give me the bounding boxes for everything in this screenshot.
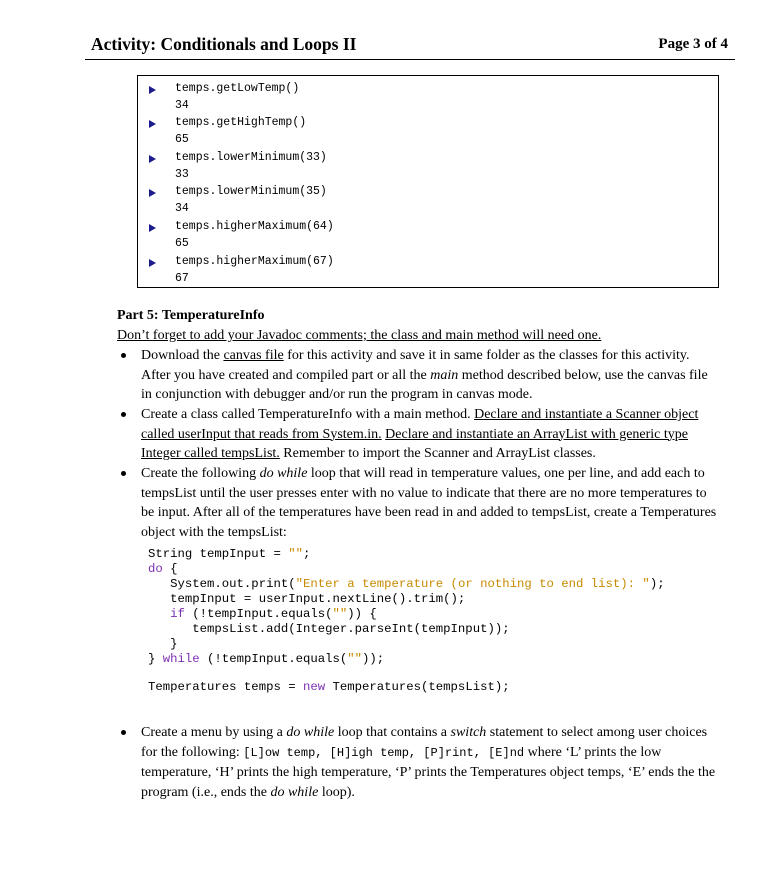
instruction-create-class: Create a class called TemperatureInfo with a main method. Declare and instantiate a Scanner object called userInput that reads from System.in. Declare and instantiate an ArrayList with generic type Integer called tempsList. Remember to import the Scanner and ArrayList classes. [141,407,699,461]
code-snippet: String tempInput = ""; do { System.out.print("Enter a temperature (or nothing to end list): "); tempInput = userInput.nextLine().trim(); if (!tempInput.equals("")) { tempsList.add(Integer.parseInt(tempInput)); } } while (!tempInput.equals("")); [148,547,665,666]
console-command: temps.lowerMinimum(33) [175,151,327,164]
prompt-arrow-icon [149,120,156,128]
console-result: 65 [175,237,189,250]
header-divider [85,59,735,60]
console-command: temps.higherMaximum(64) [175,220,334,233]
instruction-download: Download the canvas file for this activity and save it in same folder as the classes for this activity. After you have created and compiled part or all the main method described below, use the canvas file in conjunction with debugger and/or run the program in canvas mode. [141,348,708,402]
console-result: 67 [175,272,189,285]
console-command: temps.getHighTemp() [175,116,307,129]
console-command: temps.higherMaximum(67) [175,255,334,268]
canvas-file-link[interactable]: canvas file [223,348,284,363]
console-result: 65 [175,133,189,146]
code-snippet-temps: Temperatures temps = new Temperatures(tempsList); [148,680,510,694]
bullet-dot [121,471,126,476]
instruction-menu: Create a menu by using a do while loop that contains a switch statement to select among user choices for the following: [L]ow temp, [H]igh temp, [P]rint, [E]nd where ‘L’ prints the low temperature, ‘H’ prints the high temperature, ‘P’ prints the Temperatures object temps, ‘E’ ends the the program (i.e., ends the do while loop). [141,725,716,800]
page-title: Activity: Conditionals and Loops II [91,34,357,54]
prompt-arrow-icon [149,155,156,163]
console-result: 34 [175,202,189,215]
prompt-arrow-icon [149,259,156,267]
page-header [85,32,735,58]
prompt-arrow-icon [149,86,156,94]
section-heading: Part 5: TemperatureInfo [117,308,265,323]
console-command: temps.getLowTemp() [175,82,300,95]
instruction-do-while: Create the following do while loop that will read in temperature values, one per line, and add each to tempsList until the user presses enter with no value to indicate that there are no more temperatures to be input. After all of the temperatures have been read in and added to tempsList, create a Temperatures object with the tempsList: [141,466,717,540]
prompt-arrow-icon [149,224,156,232]
bullet-dot [121,353,126,358]
console-result: 33 [175,168,189,181]
interactions-output-box [137,75,719,288]
bullet-dot [121,730,126,735]
prompt-arrow-icon [149,189,156,197]
page-number: Page 3 of 4 [658,36,728,52]
console-result: 34 [175,99,189,112]
bullet-dot [121,412,126,417]
javadoc-reminder: Don’t forget to add your Javadoc comments; the class and main method will need one. [117,328,602,343]
console-command: temps.lowerMinimum(35) [175,185,327,198]
